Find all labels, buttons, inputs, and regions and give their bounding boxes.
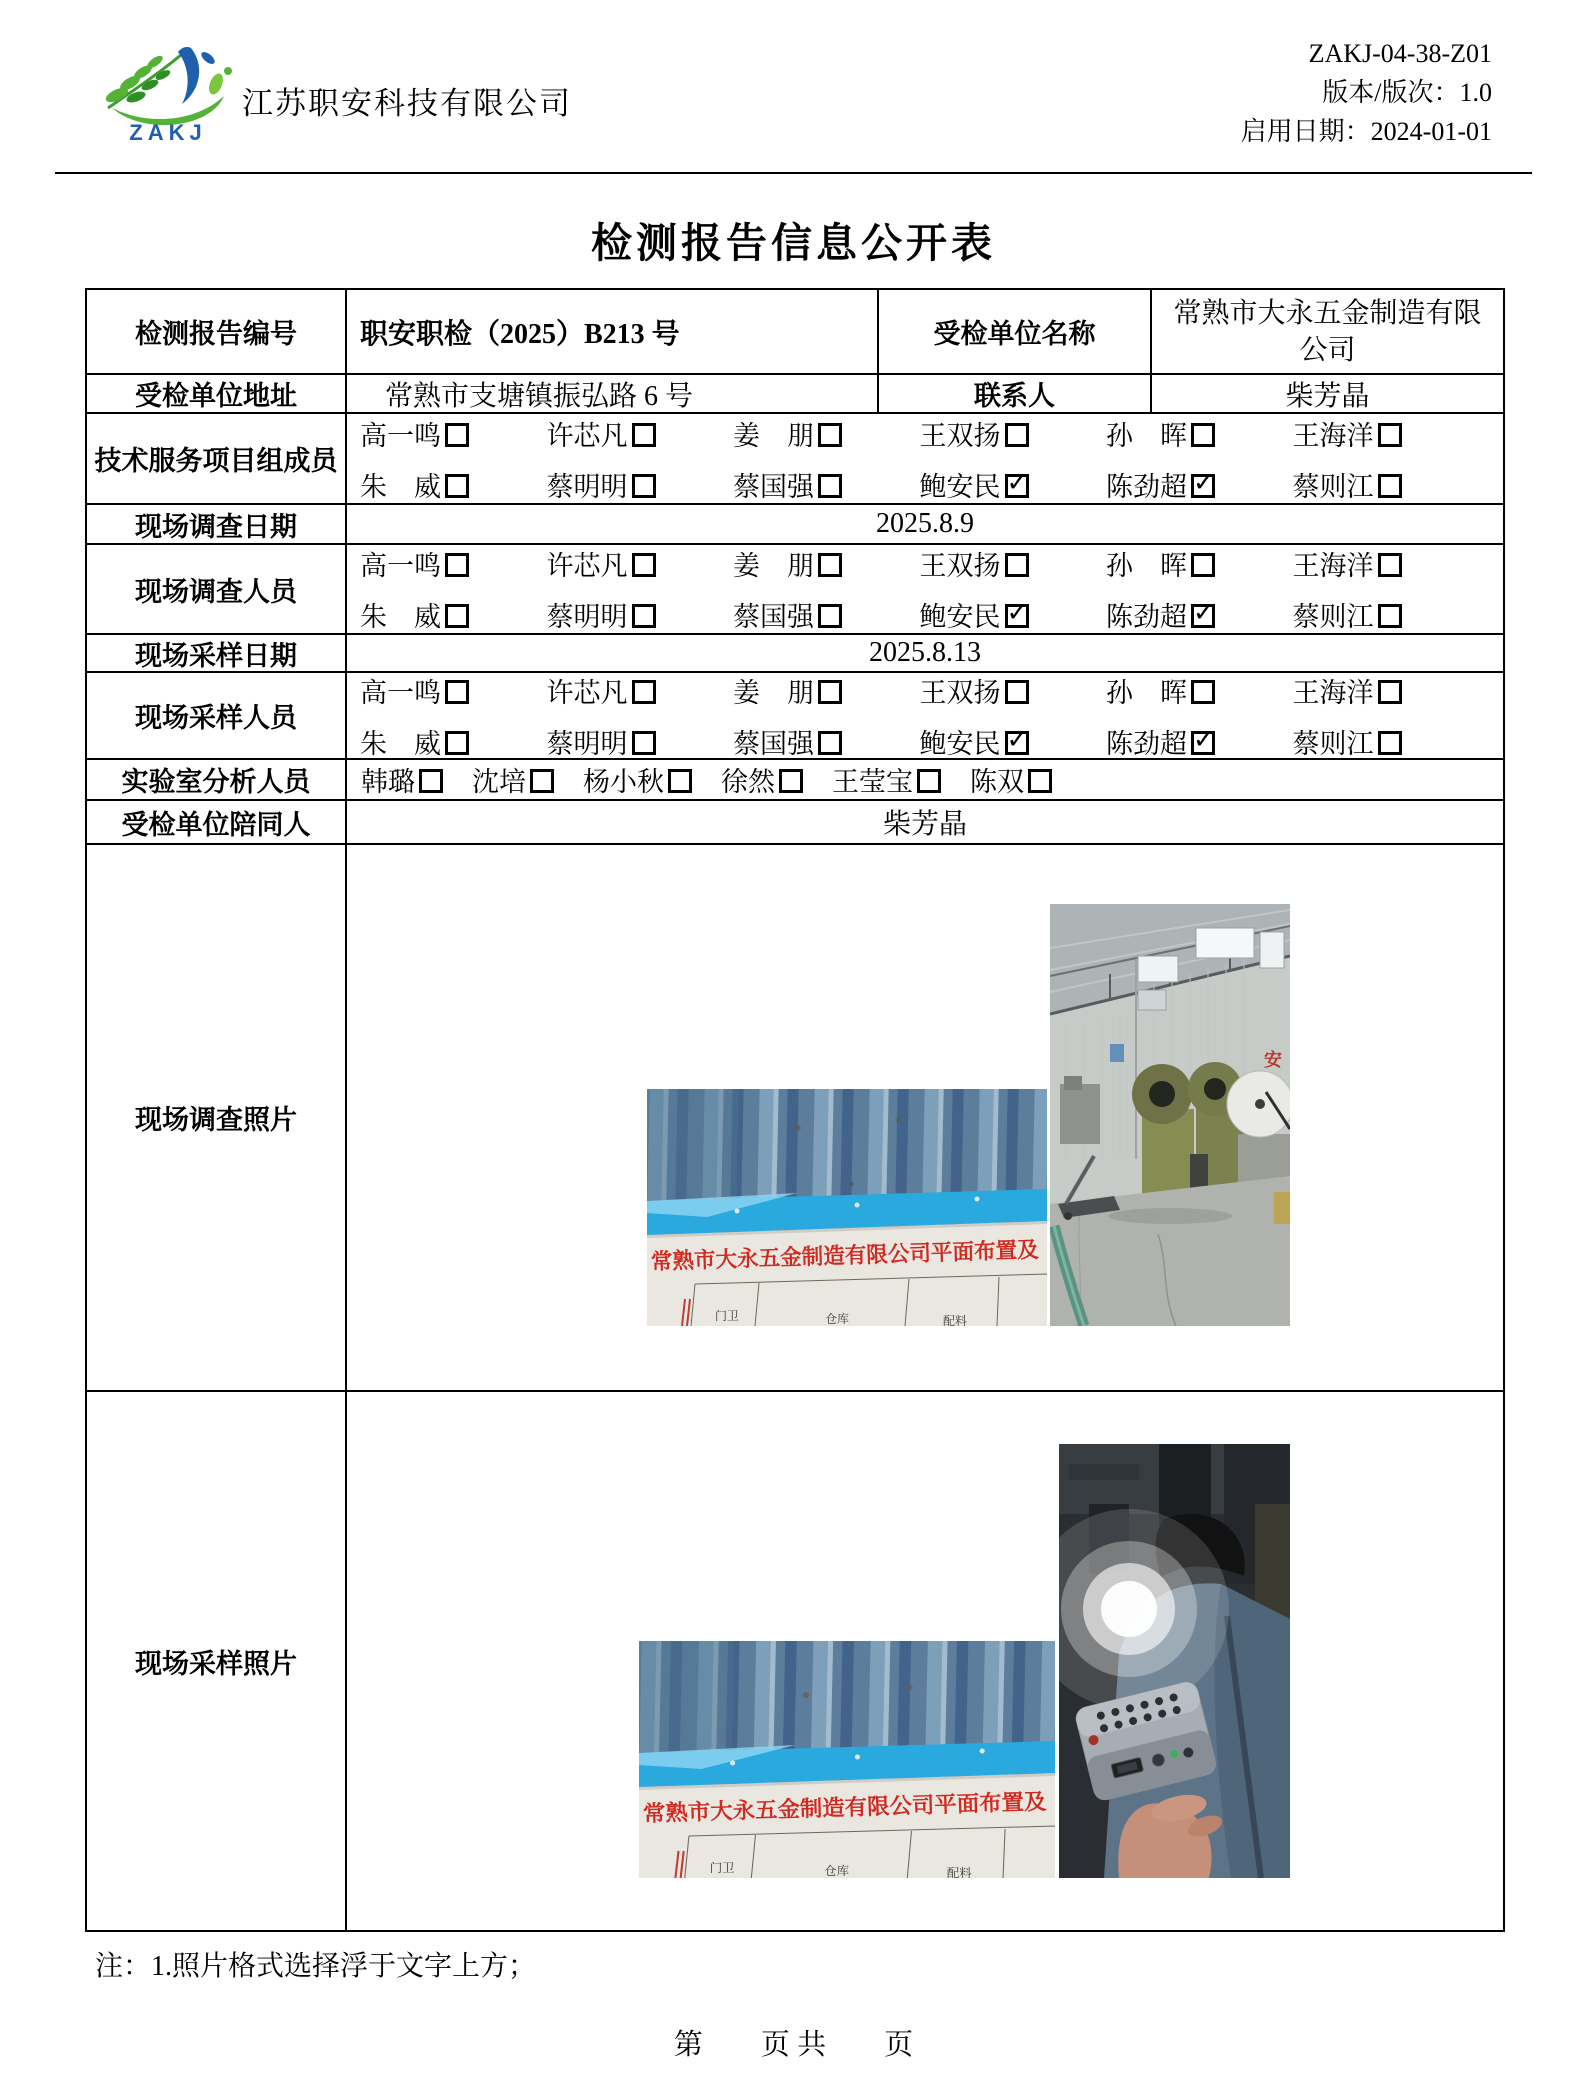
contact-label: 联系人 bbox=[879, 375, 1152, 412]
personnel-item bbox=[733, 671, 920, 710]
company-name: 江苏职安科技有限公司 bbox=[242, 86, 572, 121]
table-row-lab-staff bbox=[87, 760, 1503, 801]
personnel-name: 王双扬 bbox=[919, 420, 1001, 451]
checkbox-icon[interactable] bbox=[1378, 553, 1402, 577]
team-label: 技术服务项目组成员 bbox=[87, 414, 347, 503]
personnel-item bbox=[472, 760, 554, 799]
checkbox-icon[interactable] bbox=[530, 769, 554, 793]
personnel-item bbox=[1106, 465, 1293, 504]
personnel-name: 蔡则江 bbox=[1292, 728, 1374, 759]
plan-label-gate: 门卫 bbox=[709, 1861, 735, 1875]
personnel-name: 陈双 bbox=[970, 767, 1024, 797]
personnel-item bbox=[920, 595, 1107, 634]
plan-label-warehouse: 仓库 bbox=[825, 1312, 850, 1326]
table-row-survey-date bbox=[87, 505, 1503, 545]
personnel-item bbox=[360, 544, 547, 583]
roof-sign-photo-graphic bbox=[639, 1641, 1055, 1878]
personnel-item bbox=[920, 544, 1107, 583]
personnel-item bbox=[970, 760, 1052, 799]
sampling-staff-list bbox=[347, 673, 1503, 758]
checkbox-icon[interactable] bbox=[1378, 474, 1402, 498]
personnel-item bbox=[733, 544, 920, 583]
personnel-item bbox=[360, 414, 547, 453]
personnel-item bbox=[1293, 595, 1480, 634]
checkbox-icon[interactable] bbox=[1191, 553, 1215, 577]
personnel-name: 姜 朋 bbox=[733, 551, 814, 581]
sampling-photo-label: 现场采样照片 bbox=[87, 1392, 347, 1930]
personnel-item bbox=[360, 465, 547, 504]
personnel-item bbox=[1293, 671, 1480, 710]
header-divider bbox=[55, 172, 1532, 174]
personnel-name: 蔡则江 bbox=[1292, 471, 1374, 502]
unit-addr-label: 受检单位地址 bbox=[87, 375, 347, 412]
report-no-label: 检测报告编号 bbox=[87, 290, 347, 373]
checkbox-icon[interactable] bbox=[445, 680, 469, 704]
personnel-item bbox=[547, 595, 734, 634]
table-row-survey-photos bbox=[87, 845, 1503, 1392]
checkbox-icon[interactable] bbox=[818, 553, 842, 577]
page-title: 检测报告信息公开表 bbox=[591, 220, 996, 266]
table-row-sampling-date bbox=[87, 635, 1503, 673]
table-row-report-no bbox=[87, 290, 1503, 375]
personnel-name: 蔡明明 bbox=[546, 471, 628, 502]
unit-name-label: 受检单位名称 bbox=[879, 290, 1152, 373]
checkbox-icon[interactable] bbox=[1378, 680, 1402, 704]
sampling-date-value: 2025.8.13 bbox=[869, 637, 981, 668]
table-row-address bbox=[87, 375, 1503, 414]
personnel-item bbox=[1106, 722, 1293, 761]
personnel-name: 朱 威 bbox=[360, 602, 441, 632]
sampling-person-photo bbox=[1059, 1444, 1290, 1878]
checkbox-icon[interactable] bbox=[632, 731, 656, 755]
personnel-name: 朱 威 bbox=[360, 728, 441, 759]
personnel-name: 鲍安民 bbox=[919, 602, 1001, 632]
lab-staff-label: 实验室分析人员 bbox=[87, 760, 347, 799]
checkbox-icon[interactable] bbox=[419, 769, 443, 793]
checkbox-icon[interactable] bbox=[632, 423, 656, 447]
table-row-survey-staff bbox=[87, 545, 1503, 635]
plan-label-material: 配料 bbox=[943, 1314, 968, 1326]
checkbox-icon[interactable] bbox=[917, 769, 941, 793]
personnel-item bbox=[360, 722, 547, 761]
survey-date-label: 现场调查日期 bbox=[87, 505, 347, 543]
factory-photo bbox=[1050, 904, 1290, 1326]
personnel-item bbox=[733, 465, 920, 504]
report-table bbox=[85, 288, 1505, 1932]
survey-staff-label: 现场调查人员 bbox=[87, 545, 347, 633]
personnel-item bbox=[1293, 722, 1480, 761]
checkbox-icon[interactable] bbox=[818, 680, 842, 704]
personnel-item bbox=[360, 595, 547, 634]
checkbox-icon[interactable] bbox=[445, 553, 469, 577]
personnel-item bbox=[547, 722, 734, 761]
personnel-item bbox=[547, 465, 734, 504]
logo-graphic bbox=[94, 44, 242, 126]
sign-title-text: 常熟市大永五金制造有限公司平面布置及 bbox=[642, 1789, 1055, 1826]
personnel-item bbox=[1293, 414, 1480, 453]
checkbox-checked-icon[interactable] bbox=[1191, 474, 1215, 498]
personnel-name: 高一鸣 bbox=[360, 551, 441, 581]
personnel-item bbox=[721, 760, 803, 799]
personnel-name: 韩璐 bbox=[361, 767, 415, 797]
personnel-item bbox=[920, 722, 1107, 761]
factory-wall-char: 安 bbox=[1264, 1050, 1282, 1070]
personnel-name: 孙 晖 bbox=[1106, 551, 1187, 581]
personnel-name: 朱 威 bbox=[360, 471, 441, 502]
page-number-line: 第 页 共 页 bbox=[673, 2029, 914, 2061]
personnel-item bbox=[1106, 414, 1293, 453]
personnel-name: 高一鸣 bbox=[360, 677, 441, 708]
checkbox-icon[interactable] bbox=[1005, 423, 1029, 447]
checkbox-checked-icon[interactable] bbox=[1191, 604, 1215, 628]
personnel-name: 蔡国强 bbox=[733, 602, 814, 632]
personnel-item bbox=[1106, 595, 1293, 634]
unit-name-value: 常熟市大永五金制造有限公司 bbox=[1173, 297, 1482, 366]
personnel-name: 王双扬 bbox=[919, 551, 1001, 581]
personnel-name: 王海洋 bbox=[1292, 551, 1374, 581]
checkbox-icon[interactable] bbox=[632, 553, 656, 577]
sampling-staff-label: 现场采样人员 bbox=[87, 673, 347, 758]
personnel-item bbox=[920, 414, 1107, 453]
personnel-name: 孙 晖 bbox=[1106, 677, 1187, 708]
personnel-name: 沈培 bbox=[472, 767, 526, 797]
table-row-sampling-photos bbox=[87, 1392, 1503, 1930]
accompany-value: 柴芳晶 bbox=[882, 809, 967, 840]
plan-label-material: 配料 bbox=[946, 1866, 972, 1878]
doc-version: 版本/版次：1.0 bbox=[1322, 78, 1492, 107]
personnel-name: 蔡国强 bbox=[733, 728, 814, 759]
checkbox-icon[interactable] bbox=[445, 423, 469, 447]
checkbox-icon[interactable] bbox=[1191, 680, 1215, 704]
personnel-item bbox=[1106, 671, 1293, 710]
personnel-item bbox=[832, 760, 941, 799]
personnel-item bbox=[1293, 465, 1480, 504]
personnel-item bbox=[547, 414, 734, 453]
checkbox-checked-icon[interactable] bbox=[1005, 604, 1029, 628]
personnel-name: 王双扬 bbox=[919, 677, 1001, 708]
survey-date-value: 2025.8.9 bbox=[876, 508, 974, 539]
table-row-team bbox=[87, 414, 1503, 505]
personnel-name: 高一鸣 bbox=[360, 420, 441, 451]
personnel-item bbox=[583, 760, 692, 799]
doc-info-block bbox=[1241, 34, 1492, 151]
checkbox-icon[interactable] bbox=[1378, 604, 1402, 628]
personnel-item bbox=[1293, 544, 1480, 583]
roof-sign-photo bbox=[639, 1641, 1055, 1878]
personnel-name: 蔡明明 bbox=[546, 728, 628, 759]
company-logo bbox=[92, 44, 244, 146]
checkbox-icon[interactable] bbox=[1005, 553, 1029, 577]
personnel-name: 蔡则江 bbox=[1292, 602, 1374, 632]
sampling-person-photo-graphic bbox=[1059, 1444, 1290, 1878]
checkbox-icon[interactable] bbox=[818, 423, 842, 447]
personnel-item bbox=[920, 671, 1107, 710]
plan-label-warehouse: 仓库 bbox=[824, 1864, 850, 1878]
personnel-item bbox=[733, 414, 920, 453]
checkbox-icon[interactable] bbox=[818, 731, 842, 755]
checkbox-icon[interactable] bbox=[779, 769, 803, 793]
plan-label-gate: 门卫 bbox=[715, 1309, 740, 1323]
personnel-item bbox=[360, 671, 547, 710]
table-row-accompany bbox=[87, 801, 1503, 845]
checkbox-icon[interactable] bbox=[445, 474, 469, 498]
personnel-name: 鲍安民 bbox=[919, 471, 1001, 502]
checkbox-icon[interactable] bbox=[1378, 731, 1402, 755]
personnel-name: 姜 朋 bbox=[733, 420, 814, 451]
checkbox-icon[interactable] bbox=[1378, 423, 1402, 447]
personnel-name: 孙 晖 bbox=[1106, 420, 1187, 451]
personnel-name: 姜 朋 bbox=[733, 677, 814, 708]
personnel-item bbox=[733, 722, 920, 761]
personnel-name: 杨小秋 bbox=[583, 767, 664, 797]
personnel-item bbox=[920, 465, 1107, 504]
checkbox-icon[interactable] bbox=[445, 604, 469, 628]
personnel-name: 鲍安民 bbox=[919, 728, 1001, 759]
table-row-sampling-staff bbox=[87, 673, 1503, 760]
personnel-item bbox=[1106, 544, 1293, 583]
roof-sign-photo bbox=[647, 1089, 1047, 1326]
personnel-item bbox=[733, 595, 920, 634]
personnel-name: 许芯凡 bbox=[546, 420, 628, 451]
checkbox-icon[interactable] bbox=[445, 731, 469, 755]
checkbox-icon[interactable] bbox=[818, 474, 842, 498]
logo-text: ZAKJ bbox=[129, 120, 207, 145]
personnel-name: 蔡明明 bbox=[546, 602, 628, 632]
personnel-name: 蔡国强 bbox=[733, 471, 814, 502]
personnel-name: 陈劲超 bbox=[1106, 728, 1187, 759]
team-members-list bbox=[347, 414, 1503, 503]
checkbox-checked-icon[interactable] bbox=[1005, 731, 1029, 755]
checkbox-icon[interactable] bbox=[818, 604, 842, 628]
personnel-name: 王海洋 bbox=[1292, 677, 1374, 708]
survey-photo-label: 现场调查照片 bbox=[87, 845, 347, 1390]
accompany-label: 受检单位陪同人 bbox=[87, 801, 347, 843]
personnel-name: 王莹宝 bbox=[832, 767, 913, 797]
personnel-name: 徐然 bbox=[721, 767, 775, 797]
sign-title-text: 常熟市大永五金制造有限公司平面布置及 bbox=[650, 1236, 1047, 1275]
checkbox-icon[interactable] bbox=[1005, 680, 1029, 704]
personnel-name: 陈劲超 bbox=[1106, 471, 1187, 502]
checkbox-icon[interactable] bbox=[632, 604, 656, 628]
checkbox-checked-icon[interactable] bbox=[1191, 731, 1215, 755]
lab-staff-list bbox=[347, 760, 1503, 799]
survey-staff-list bbox=[347, 545, 1503, 633]
sampling-photo-area bbox=[347, 1392, 1503, 1930]
roof-sign-photo-graphic bbox=[647, 1089, 1047, 1326]
checkbox-checked-icon[interactable] bbox=[1005, 474, 1029, 498]
survey-photo-area bbox=[347, 845, 1503, 1390]
checkbox-icon[interactable] bbox=[668, 769, 692, 793]
sampling-date-label: 现场采样日期 bbox=[87, 635, 347, 671]
factory-photo-graphic bbox=[1050, 904, 1290, 1326]
unit-addr-value: 常熟市支塘镇振弘路 6 号 bbox=[347, 375, 879, 412]
doc-code: ZAKJ-04-38-Z01 bbox=[1308, 39, 1492, 68]
personnel-item bbox=[547, 671, 734, 710]
checkbox-icon[interactable] bbox=[1191, 423, 1215, 447]
checkbox-icon[interactable] bbox=[1028, 769, 1052, 793]
checkbox-icon[interactable] bbox=[632, 474, 656, 498]
checkbox-icon[interactable] bbox=[632, 680, 656, 704]
personnel-item bbox=[361, 760, 443, 799]
footer-note: 注：1.照片格式选择浮于文字上方； bbox=[95, 1951, 537, 1982]
report-no-value: 职安职检（2025）B213 号 bbox=[347, 290, 879, 373]
personnel-name: 许芯凡 bbox=[546, 677, 628, 708]
personnel-name: 王海洋 bbox=[1292, 420, 1374, 451]
contact-value: 柴芳晶 bbox=[1285, 380, 1370, 412]
personnel-name: 陈劲超 bbox=[1106, 602, 1187, 632]
personnel-item bbox=[547, 544, 734, 583]
personnel-name: 许芯凡 bbox=[546, 551, 628, 581]
doc-enable-date: 启用日期：2024-01-01 bbox=[1240, 117, 1492, 146]
